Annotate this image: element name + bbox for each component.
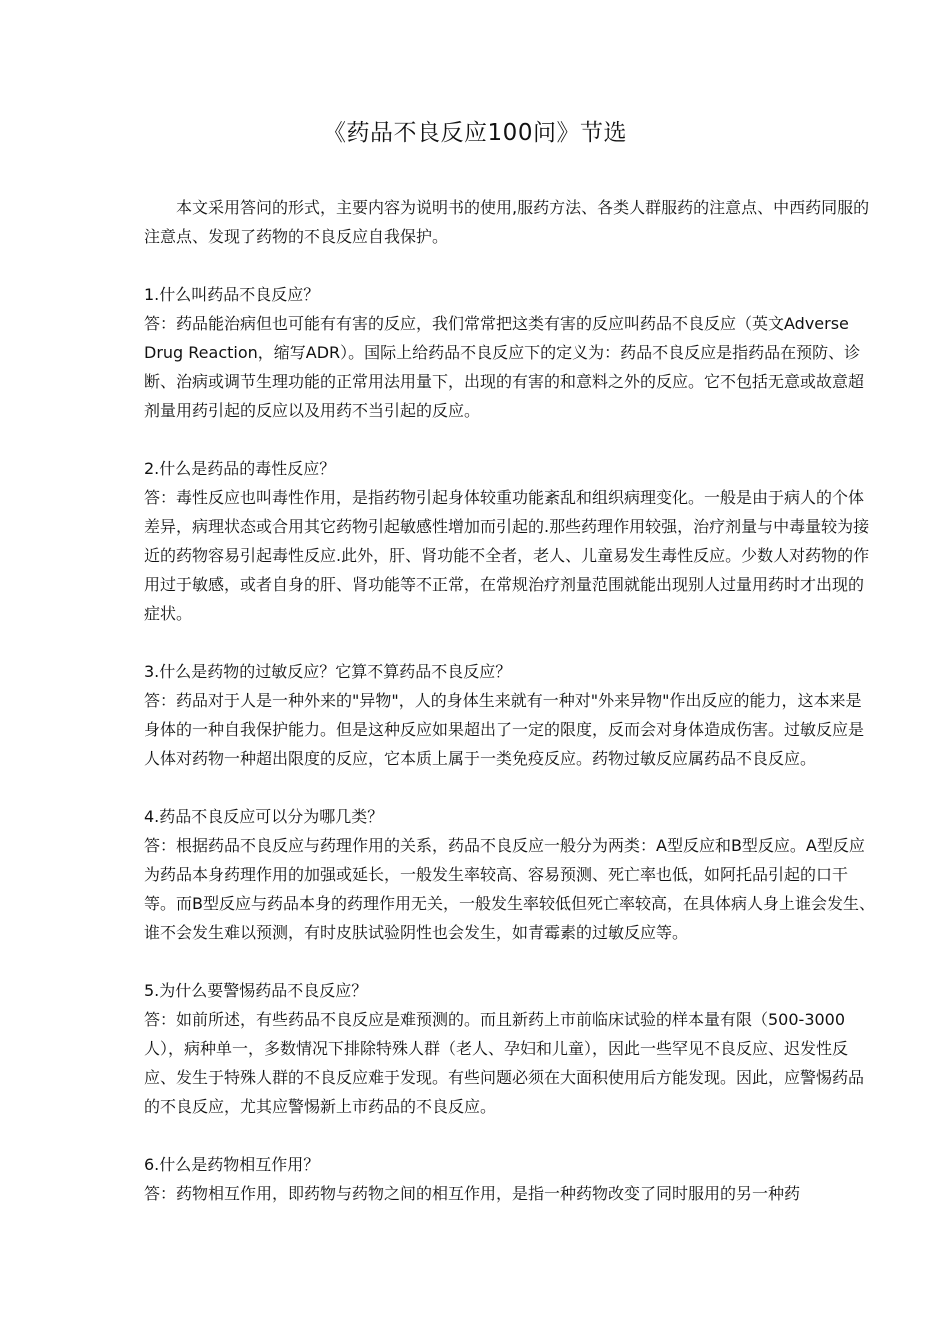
document-title: 《药品不良反应100问》节选: [323, 120, 627, 146]
question-6: 6.什么是药物相互作用？: [144, 1155, 320, 1174]
answer-5: 答：如前所述，有些药品不良反应是难预测的。而且新药上市前临床试验的样本量有限（500-3000人），病种单一，多数情况下排除特殊人群（老人、孕妇和儿童），因此一些罕见不良反应、迟发性反应、发生于特殊人群的不良反应难于发现。有些问题必须在大面积使用后方能发现。因此，应警惕药品的不良反应，尤其应警惕新上市药品的不良反应。: [144, 1010, 865, 1116]
qa-item-4: [144, 802, 876, 947]
answer-3: 答：药品对于人是一种外来的"异物"，人的身体生来就有一种对"外来异物"作出反应的能力，这本来是身体的一种自我保护能力。但是这种反应如果超出了一定的限度，反而会对身体造成伤害。过敏反应是人体对药物一种超出限度的反应，它本质上属于一类免疫反应。药物过敏反应属药品不良反应。: [144, 691, 865, 768]
answer-2: 答：毒性反应也叫毒性作用，是指药物引起身体较重功能紊乱和组织病理变化。一般是由于病人的个体差异，病理状态或合用其它药物引起敏感性增加而引起的.那些药理作用较强，治疗剂量与中毒量较为接近的药物容易引起毒性反应.此外，肝、肾功能不全者，老人、儿童易发生毒性反应。少数人对药物的作用过于敏感，或者自身的肝、肾功能等不正常，在常规治疗剂量范围就能出现别人过量用药时才出现的症状。: [144, 488, 870, 623]
answer-4: 答：根据药品不良反应与药理作用的关系，药品不良反应一般分为两类：A型反应和B型反应。A型反应为药品本身药理作用的加强或延长，一般发生率较高、容易预测、死亡率也低，如阿托品引起的口干等。而B型反应与药品本身的药理作用无关，一般发生率较低但死亡率较高，在具体病人身上谁会发生、谁不会发生难以预测，有时皮肤试验阴性也会发生，如青霉素的过敏反应等。: [144, 836, 875, 942]
answer-6: 答：药物相互作用，即药物与药物之间的相互作用，是指一种药物改变了同时服用的另一种药: [144, 1184, 801, 1203]
intro-paragraph: 本文采用答问的形式，主要内容为说明书的使用,服药方法、各类人群服药的注意点、中西药同服的注意点、发现了药物的不良反应自我保护。: [144, 198, 870, 246]
question-2: 2.什么是药品的毒性反应？: [144, 459, 336, 478]
qa-item-6: [144, 1150, 876, 1208]
document-body: [144, 193, 876, 1237]
qa-item-3: [144, 657, 876, 773]
qa-item-1: [144, 280, 876, 425]
question-1: 1.什么叫药品不良反应？: [144, 285, 320, 304]
answer-1: 答：药品能治病但也可能有有害的反应，我们常常把这类有害的反应叫药品不良反应（英文Adverse Drug Reaction，缩写ADR）。国际上给药品不良反应下的定义为：药品不良反应是指药品在预防、诊断、治病或调节生理功能的正常用法用量下，出现的有害的和意料之外的反应。它不包括无意或故意超剂量用药引起的反应以及用药不当引起的反应。: [144, 314, 865, 420]
question-3: 3.什么是药物的过敏反应？它算不算药品不良反应？: [144, 662, 512, 681]
qa-item-2: [144, 454, 876, 628]
question-4: 4.药品不良反应可以分为哪几类？: [144, 807, 384, 826]
qa-item-5: [144, 976, 876, 1121]
question-5: 5.为什么要警惕药品不良反应？: [144, 981, 368, 1000]
